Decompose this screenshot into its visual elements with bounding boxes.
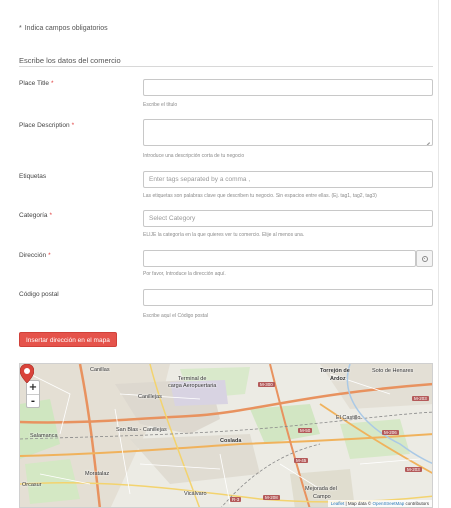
map-attribution: Leaflet | Map data © OpenStreetMap contributors — [328, 500, 432, 507]
section-title: Escribe los datos del comercio — [19, 56, 121, 65]
place-title-label: Place Title * — [19, 80, 54, 87]
map[interactable] — [19, 363, 433, 508]
category-select[interactable]: Select Category — [143, 210, 433, 227]
page-divider — [438, 0, 439, 508]
address-label: Dirección * — [19, 252, 51, 259]
place-title-help: Escribe el título — [143, 102, 178, 108]
map-label-salamanca: Salamanca — [30, 433, 58, 439]
road-tag-m300: M-300 — [260, 382, 273, 387]
zoom-out-button[interactable]: - — [27, 394, 39, 407]
tags-help: Las etiquetas son palabras clave que describen tu negocio. Sin espacios entre ellas. (Ej. tag1, tag2, tag3) — [143, 193, 377, 199]
map-pin-icon[interactable] — [20, 364, 34, 383]
road-tag-r3: R-3 — [232, 497, 240, 502]
tags-input[interactable]: Enter tags separated by a comma , — [143, 171, 433, 188]
required-note — [19, 25, 108, 32]
road-tag-m206: M-206 — [384, 430, 397, 435]
category-label: Categoría * — [19, 212, 53, 219]
zoom-in-button[interactable]: + — [28, 382, 38, 393]
zoom-control — [26, 380, 40, 408]
road-tag-m208: M-208 — [265, 495, 278, 500]
leaflet-link[interactable]: Leaflet — [330, 501, 345, 506]
place-description-label: Place Description * — [19, 122, 75, 129]
required-star: * — [19, 25, 22, 32]
address-help: Por favor, Introduce la dirección aquí. — [143, 271, 226, 277]
map-label-ardoz: Ardoz — [330, 376, 346, 382]
map-label-vicalvaro: Vicálvaro — [184, 491, 207, 497]
required-note-text: Indica campos obligatorios — [24, 25, 108, 32]
section-divider — [19, 66, 433, 67]
crosshair-icon — [422, 256, 428, 262]
map-label-torrejon: Torrejón de — [320, 368, 350, 374]
map-label-soto: Soto de Henares — [372, 368, 414, 374]
road-tag-m203b: M-203 — [407, 467, 420, 472]
resize-handle-icon[interactable] — [424, 137, 430, 143]
map-label-moratalaz: Moratalaz — [85, 471, 110, 477]
map-label-el-castillo: El Castillo — [336, 415, 361, 421]
map-label-terminal: Terminal de — [178, 376, 207, 382]
road-tag-m203: M-203 — [414, 396, 427, 401]
insert-address-button[interactable]: Insertar dirección en el mapa — [19, 332, 117, 347]
map-tiles — [20, 364, 433, 508]
map-label-campo: Campo — [313, 494, 331, 500]
place-description-textarea[interactable] — [143, 119, 433, 146]
place-title-input[interactable] — [143, 79, 433, 96]
map-label-mejorada: Mejorada del — [305, 486, 337, 492]
category-help: ELIJE la categoría en la que quieres ver tu comercio. Elije al menos una. — [143, 232, 305, 238]
osm-link[interactable]: OpenStreetMap — [372, 501, 405, 506]
locate-button[interactable] — [416, 250, 433, 267]
map-label-san-blas: San Blas - Canillejas — [116, 427, 167, 433]
map-label-aeropuerto: carga Aeropuertaria — [168, 383, 217, 389]
map-label-orcasur: Orcasur — [22, 482, 42, 488]
map-label-canillas: Canillas — [90, 367, 110, 373]
road-tag-m50: M-50 — [300, 428, 311, 433]
map-label-canillejas: Canillejas — [138, 394, 162, 400]
address-input[interactable] — [143, 250, 416, 267]
road-tag-m45: M-45 — [296, 458, 307, 463]
place-description-help: Introduce una descripción corta de tu negocio — [143, 153, 245, 159]
zip-help: Escribe aquí el Código postal — [143, 313, 209, 319]
tags-label: Etiquetas — [19, 173, 47, 180]
zip-input[interactable] — [143, 289, 433, 306]
zip-label: Código postal — [19, 291, 59, 298]
map-label-coslada: Coslada — [220, 438, 242, 444]
